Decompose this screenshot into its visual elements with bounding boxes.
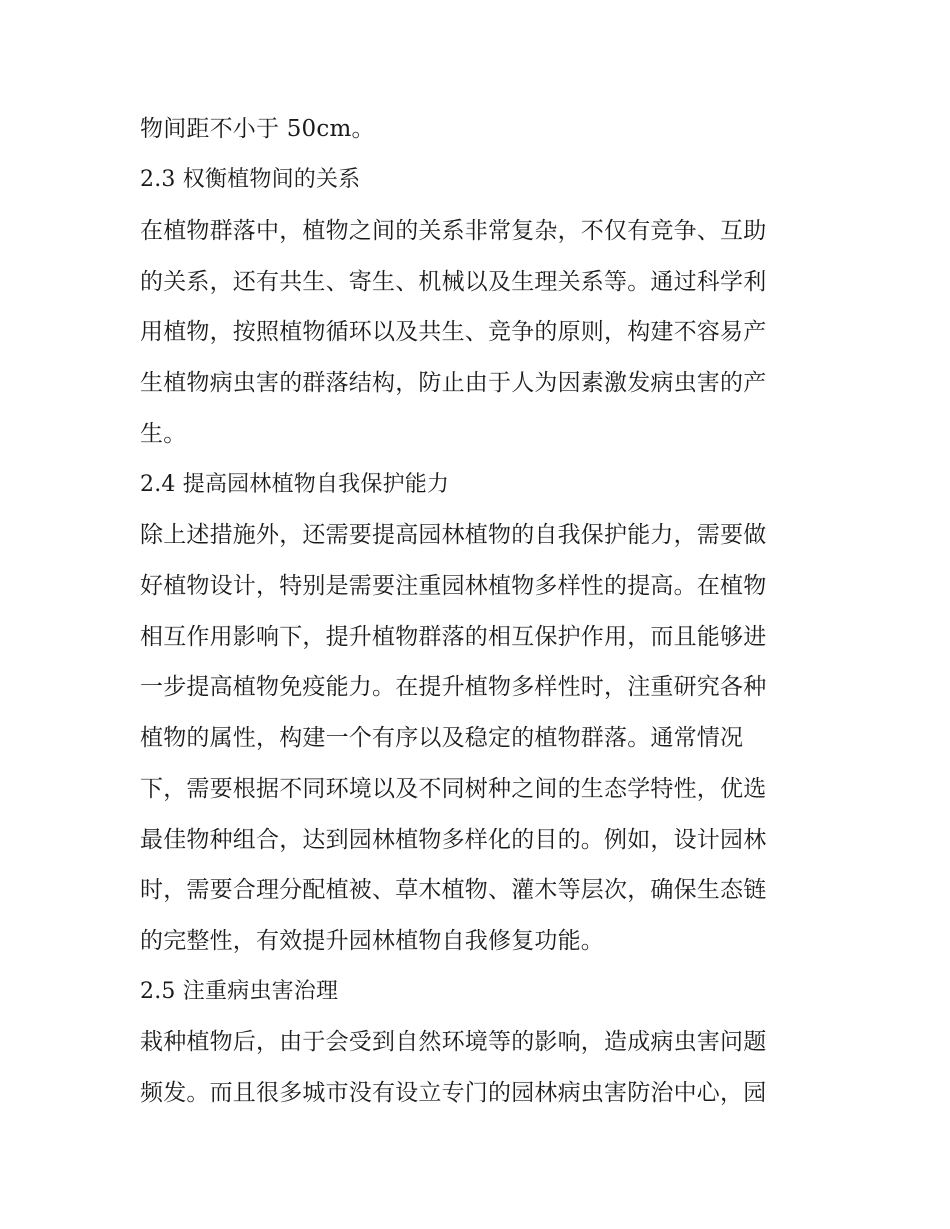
text-line: 植物的属性，构建一个有序以及稳定的植物群落。通常情况: [140, 725, 744, 751]
text-line: 的关系，还有共生、寄生、机械以及生理关系等。通过科学利: [140, 269, 767, 295]
text-line: 时，需要合理分配植被、草木植物、灌木等层次，确保生态链: [140, 877, 767, 903]
text-line: 好植物设计，特别是需要注重园林植物多样性的提高。在植物: [140, 573, 767, 599]
text-line: 相互作用影响下，提升植物群落的相互保护作用，而且能够进: [140, 624, 767, 650]
text-line: 生植物病虫害的群落结构，防止由于人为因素激发病虫害的产: [140, 370, 767, 396]
text-line: 在植物群落中，植物之间的关系非常复杂，不仅有竞争、互助: [140, 218, 767, 244]
section-heading-2-5: 2.5 注重病虫害治理: [140, 979, 339, 1004]
text-line: 用植物，按照植物循环以及共生、竞争的原则，构建不容易产: [140, 319, 767, 345]
text-line: 频发。而且很多城市没有设立专门的园林病虫害防治中心，园: [140, 1080, 767, 1106]
text-line: 下，需要根据不同环境以及不同树种之间的生态学特性，优选: [140, 776, 767, 802]
text-line: 一步提高植物免疫能力。在提升植物多样性时，注重研究各种: [140, 674, 767, 700]
text-line: 生。: [140, 421, 187, 447]
section-heading-2-4: 2.4 提高园林植物自我保护能力: [140, 472, 450, 497]
text-line: 的完整性，有效提升园林植物自我修复功能。: [140, 928, 604, 954]
text-line: 最佳物种组合，达到园林植物多样化的目的。例如，设计园林: [140, 827, 767, 853]
section-heading-2-3: 2.3 权衡植物间的关系: [140, 167, 361, 192]
text-line: 栽种植物后，由于会受到自然环境等的影响，造成病虫害问题: [140, 1029, 767, 1055]
text-line: 除上述措施外，还需要提高园林植物的自我保护能力，需要做: [140, 522, 767, 548]
text-line: 物间距不小于 50cm。: [140, 116, 375, 142]
